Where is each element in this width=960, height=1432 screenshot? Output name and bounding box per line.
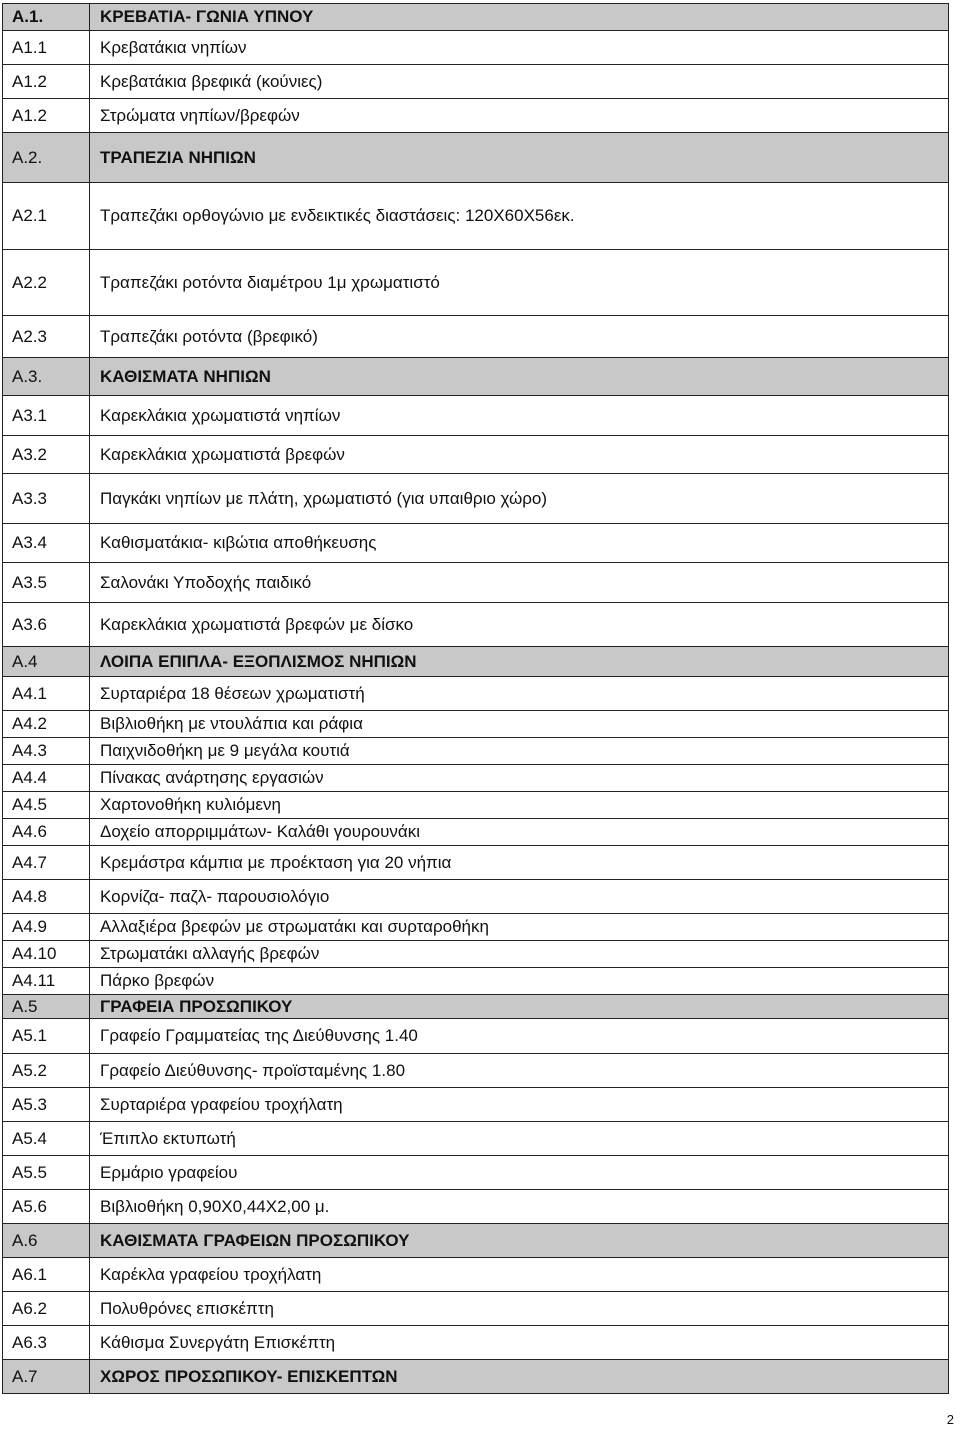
- table-row-section: [3, 995, 949, 1019]
- table-row: [3, 1054, 949, 1088]
- item-description: Γραφείο Διεύθυνσης- προϊσταμένης 1.80: [90, 1054, 949, 1088]
- item-description: ΚΡΕΒΑΤΙΑ- ΓΩΝΙΑ ΥΠΝΟΥ: [90, 4, 949, 31]
- table-row-section: [3, 647, 949, 677]
- item-code: Α5.2: [3, 1054, 90, 1088]
- item-code: Α3.5: [3, 563, 90, 603]
- item-description: Έπιπλο εκτυπωτή: [90, 1122, 949, 1156]
- table-row: [3, 524, 949, 563]
- item-code: Α4.6: [3, 819, 90, 846]
- item-code: Α2.1: [3, 183, 90, 250]
- item-description: Καρεκλάκια χρωματιστά βρεφών: [90, 436, 949, 474]
- item-code: Α3.2: [3, 436, 90, 474]
- item-description: Πάρκο βρεφών: [90, 968, 949, 995]
- item-description: Καρεκλάκια χρωματιστά βρεφών με δίσκο: [90, 603, 949, 647]
- item-description: ΚΑΘΙΣΜΑΤΑ ΝΗΠΙΩΝ: [90, 358, 949, 396]
- item-code: Α.6: [3, 1224, 90, 1258]
- table-row: [3, 1156, 949, 1190]
- item-code: Α4.3: [3, 738, 90, 765]
- item-code: Α1.2: [3, 99, 90, 133]
- table-row: [3, 316, 949, 358]
- item-code: Α3.1: [3, 396, 90, 436]
- item-description: Τραπεζάκι ροτόντα (βρεφικό): [90, 316, 949, 358]
- item-code: Α5.5: [3, 1156, 90, 1190]
- table-row: [3, 250, 949, 316]
- item-code: Α3.4: [3, 524, 90, 563]
- table-row: [3, 474, 949, 524]
- table-row: [3, 396, 949, 436]
- table-row-section: [3, 1360, 949, 1394]
- table-row: [3, 183, 949, 250]
- table-row: [3, 765, 949, 792]
- item-code: Α4.5: [3, 792, 90, 819]
- item-code: Α.3.: [3, 358, 90, 396]
- item-code: Α.5: [3, 995, 90, 1019]
- table-row-section: [3, 133, 949, 183]
- item-description: Ερμάριο γραφείου: [90, 1156, 949, 1190]
- item-code: Α.1.: [3, 4, 90, 31]
- page-number: 2: [946, 1412, 954, 1427]
- item-description: Παγκάκι νηπίων με πλάτη, χρωματιστό (για υπαιθριο χώρο): [90, 474, 949, 524]
- item-code: Α3.6: [3, 603, 90, 647]
- item-code: Α.2.: [3, 133, 90, 183]
- table-row: [3, 65, 949, 99]
- item-code: Α1.2: [3, 65, 90, 99]
- item-description: ΛΟΙΠΑ ΕΠΙΠΛΑ- ΕΞΟΠΛΙΣΜΟΣ ΝΗΠΙΩΝ: [90, 647, 949, 677]
- item-code: Α4.8: [3, 880, 90, 914]
- table-row: [3, 1258, 949, 1292]
- item-description: Συρταριέρα 18 θέσεων χρωματιστή: [90, 677, 949, 711]
- table-row: [3, 1088, 949, 1122]
- item-code: Α4.9: [3, 914, 90, 941]
- item-description: Καρέκλα γραφείου τροχήλατη: [90, 1258, 949, 1292]
- item-code: Α6.1: [3, 1258, 90, 1292]
- item-code: Α5.4: [3, 1122, 90, 1156]
- table-row-section: [3, 358, 949, 396]
- item-description: ΚΑΘΙΣΜΑΤΑ ΓΡΑΦΕΙΩΝ ΠΡΟΣΩΠΙΚΟΥ: [90, 1224, 949, 1258]
- table-row: [3, 563, 949, 603]
- item-description: Δοχείο απορριμμάτων- Καλάθι γουρουνάκι: [90, 819, 949, 846]
- item-code: Α.4: [3, 647, 90, 677]
- table-row: [3, 792, 949, 819]
- item-description: Τραπεζάκι ορθογώνιο με ενδεικτικές διαστάσεις: 120Χ60Χ56εκ.: [90, 183, 949, 250]
- item-description: Πολυθρόνες επισκέπτη: [90, 1292, 949, 1326]
- table-row: [3, 677, 949, 711]
- item-code: Α6.3: [3, 1326, 90, 1360]
- table-row: [3, 846, 949, 880]
- item-description: Σαλονάκι Υποδοχής παιδικό: [90, 563, 949, 603]
- table-row: [3, 436, 949, 474]
- item-description: Κάθισμα Συνεργάτη Επισκέπτη: [90, 1326, 949, 1360]
- item-description: Καθισματάκια- κιβώτια αποθήκευσης: [90, 524, 949, 563]
- item-description: ΤΡΑΠΕΖΙΑ ΝΗΠΙΩΝ: [90, 133, 949, 183]
- item-code: Α5.1: [3, 1019, 90, 1054]
- item-description: Βιβλιοθήκη 0,90Χ0,44Χ2,00 μ.: [90, 1190, 949, 1224]
- table-row-section: [3, 1224, 949, 1258]
- item-description: Τραπεζάκι ροτόντα διαμέτρου 1μ χρωματιστό: [90, 250, 949, 316]
- item-code: Α4.4: [3, 765, 90, 792]
- table-row: [3, 31, 949, 65]
- item-description: Κρεβατάκια νηπίων: [90, 31, 949, 65]
- item-description: Παιχνιδοθήκη με 9 μεγάλα κουτιά: [90, 738, 949, 765]
- table-row: [3, 1019, 949, 1054]
- table-row: [3, 941, 949, 968]
- item-description: Αλλαξιέρα βρεφών με στρωματάκι και συρταροθήκη: [90, 914, 949, 941]
- item-code: Α4.10: [3, 941, 90, 968]
- item-description: ΧΩΡΟΣ ΠΡΟΣΩΠΙΚΟΥ- ΕΠΙΣΚΕΠΤΩΝ: [90, 1360, 949, 1394]
- item-description: Κορνίζα- παζλ- παρουσιολόγιο: [90, 880, 949, 914]
- item-description: Γραφείο Γραμματείας της Διεύθυνσης 1.40: [90, 1019, 949, 1054]
- item-code: Α4.2: [3, 711, 90, 738]
- item-code: Α4.7: [3, 846, 90, 880]
- table-row: [3, 968, 949, 995]
- table-row: [3, 1122, 949, 1156]
- table-row: [3, 819, 949, 846]
- item-description: Κρεμάστρα κάμπια με προέκταση για 20 νήπια: [90, 846, 949, 880]
- item-code: Α5.6: [3, 1190, 90, 1224]
- item-description: Καρεκλάκια χρωματιστά νηπίων: [90, 396, 949, 436]
- table-body: [3, 4, 949, 1394]
- item-code: Α.7: [3, 1360, 90, 1394]
- table-row: [3, 880, 949, 914]
- table-row: [3, 738, 949, 765]
- item-code: Α5.3: [3, 1088, 90, 1122]
- table-row-section: [3, 4, 949, 31]
- table-row: [3, 603, 949, 647]
- table-row: [3, 1326, 949, 1360]
- item-code: Α4.11: [3, 968, 90, 995]
- item-code: Α6.2: [3, 1292, 90, 1326]
- item-description: Στρώματα νηπίων/βρεφών: [90, 99, 949, 133]
- table-row: [3, 99, 949, 133]
- item-code: Α2.3: [3, 316, 90, 358]
- item-description: Κρεβατάκια βρεφικά (κούνιες): [90, 65, 949, 99]
- table-row: [3, 1190, 949, 1224]
- item-description: Στρωματάκι αλλαγής βρεφών: [90, 941, 949, 968]
- item-description: Χαρτονοθήκη κυλιόμενη: [90, 792, 949, 819]
- item-description: ΓΡΑΦΕΙΑ ΠΡΟΣΩΠΙΚΟΥ: [90, 995, 949, 1019]
- item-code: Α1.1: [3, 31, 90, 65]
- table-row: [3, 914, 949, 941]
- item-code: Α3.3: [3, 474, 90, 524]
- item-description: Βιβλιοθήκη με ντουλάπια και ράφια: [90, 711, 949, 738]
- table-row: [3, 711, 949, 738]
- item-code: Α4.1: [3, 677, 90, 711]
- table-row: [3, 1292, 949, 1326]
- furniture-list-table: [2, 3, 949, 1394]
- item-description: Συρταριέρα γραφείου τροχήλατη: [90, 1088, 949, 1122]
- item-code: Α2.2: [3, 250, 90, 316]
- item-description: Πίνακας ανάρτησης εργασιών: [90, 765, 949, 792]
